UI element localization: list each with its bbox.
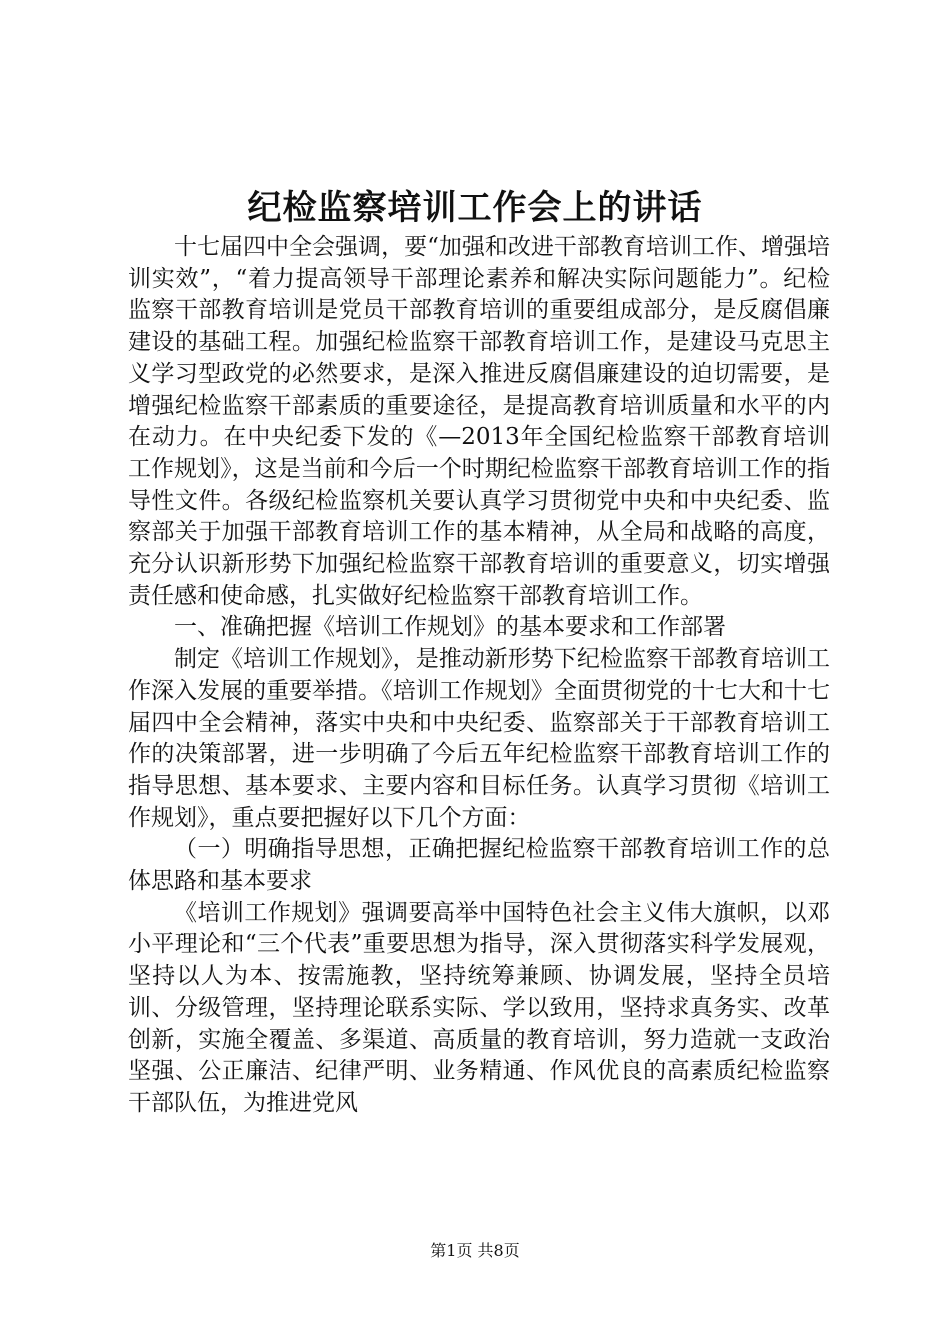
document-body (128, 232, 830, 1120)
page-footer: 第1页 共8页 (430, 1241, 520, 1260)
section-heading-1: 一、准确把握《培训工作规划》的基本要求和工作部署 (174, 614, 726, 641)
document-title: 纪检监察培训工作会上的讲话 (247, 188, 703, 228)
paragraph-intro: 十七届四中全会强调，要“加强和改进干部教育培训工作、增强培训实效”，“着力提高领导干部理论素养和解决实际问题能力”。纪检监察干部教育培训是党员干部教育培训的重要组成部分，是反腐倡廉建设的基础工程。加强纪检监察干部教育培训工作，是建设马克思主义学习型政党的必然要求，是深入推进反腐倡廉建设的迫切需要，是增强纪检监察干部素质的重要途径，是提高教育培训质量和水平的内在动力。在中央纪委下发的《—2013年全国纪检监察干部教育培训工作规划》，这是当前和今后一个时期纪检监察干部教育培训工作的指导性文件。各级纪检监察机关要认真学习贯彻党中央和中央纪委、监察部关于加强干部教育培训工作的基本精神，从全局和战略的高度，充分认识新形势下加强纪检监察干部教育培训的重要意义，切实增强责任感和使命感，扎实做好纪检监察干部教育培训工作。 (128, 234, 830, 609)
paragraph-section-1: 制定《培训工作规划》，是推动新形势下纪检监察干部教育培训工作深入发展的重要举措。《培训工作规划》全面贯彻党的十七大和十七届四中全会精神，落实中央和中央纪委、监察部关于干部教育培训工作的决策部署，进一步明确了今后五年纪检监察干部教育培训工作的指导思想、基本要求、主要内容和目标任务。认真学习贯彻《培训工作规划》，重点要把握好以下几个方面： (128, 646, 830, 831)
subsection-heading-1: （一）明确指导思想，正确把握纪检监察干部教育培训工作的总体思路和基本要求 (128, 836, 830, 895)
paragraph-subsection-1: 《培训工作规划》强调要高举中国特色社会主义伟大旗帜，以邓小平理论和“三个代表”重要思想为指导，深入贯彻落实科学发展观，坚持以人为本、按需施教，坚持统筹兼顾、协调发展，坚持全员培训、分级管理，坚持理论联系实际、学以致用，坚持求真务实、改革创新，实施全覆盖、多渠道、高质量的教育培训，努力造就一支政治坚强、公正廉洁、纪律严明、业务精通、作风优良的高素质纪检监察干部队伍，为推进党风 (128, 899, 830, 1116)
